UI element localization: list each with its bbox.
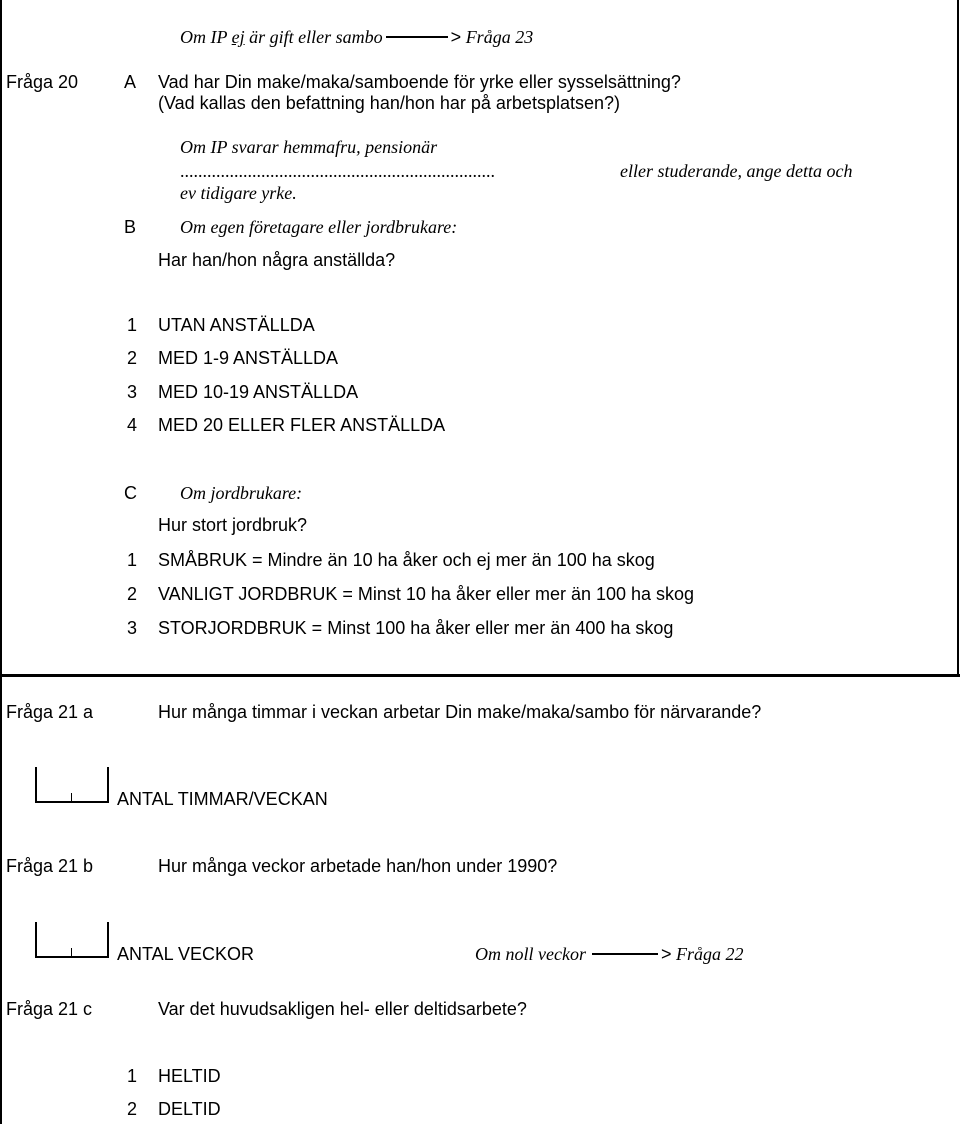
q21b-question: Hur många veckor arbetade han/hon under 1990? bbox=[158, 856, 558, 876]
subquestion-letter-b: B bbox=[124, 217, 137, 237]
q20c-option-text: SMÅBRUK = Mindre än 10 ha åker och ej mer än 100 ha skog bbox=[158, 550, 655, 570]
q20a-answer-dots[interactable]: ...................................................................... bbox=[180, 161, 495, 181]
q21c-question: Var det huvudsakligen hel- eller deltidsarbete? bbox=[158, 999, 527, 1019]
q20b-option-num[interactable]: 3 bbox=[127, 382, 138, 402]
q21c-option-text: HELTID bbox=[158, 1066, 221, 1086]
q21a-hours-input[interactable] bbox=[35, 767, 109, 803]
q20b-question: Har han/hon några anställda? bbox=[158, 250, 396, 270]
q20c-option-text: VANLIGT JORDBRUK = Minst 10 ha åker eller mer än 100 ha skog bbox=[158, 584, 695, 604]
subquestion-letter-a: A bbox=[124, 72, 137, 92]
q20b-instruction: Om egen företagare eller jordbrukare: bbox=[180, 217, 458, 237]
q21c-option-num[interactable]: 1 bbox=[127, 1066, 138, 1086]
frame-right-border bbox=[957, 0, 959, 676]
question-label-21b: Fråga 21 b bbox=[6, 856, 94, 876]
question-label-21c: Fråga 21 c bbox=[6, 999, 93, 1019]
q20c-option-num[interactable]: 1 bbox=[127, 550, 138, 570]
q20a-instruction-3: ev tidigare yrke. bbox=[180, 183, 297, 203]
q20b-option-num[interactable]: 2 bbox=[127, 348, 138, 368]
q20b-option-text: MED 20 ELLER FLER ANSTÄLLDA bbox=[158, 415, 446, 435]
frame-left-border bbox=[0, 0, 2, 1124]
section-divider bbox=[0, 674, 960, 677]
q20a-question-line1: Vad har Din make/maka/samboende för yrke eller sysselsättning? bbox=[158, 72, 681, 92]
question-label-20: Fråga 20 bbox=[6, 72, 79, 92]
skip-instruction-q22 bbox=[475, 945, 743, 963]
q21a-question: Hur många timmar i veckan arbetar Din make/maka/sambo för närvarande? bbox=[158, 702, 762, 722]
subquestion-letter-c: C bbox=[124, 483, 137, 503]
skip-target: Fråga 22 bbox=[671, 944, 744, 964]
q20c-option-num[interactable]: 2 bbox=[127, 584, 138, 604]
q20a-question-line2: (Vad kallas den befattning han/hon har på arbetsplatsen?) bbox=[158, 93, 620, 113]
q21b-unit-label: ANTAL VECKOR bbox=[117, 944, 255, 964]
question-label-21a: Fråga 21 a bbox=[6, 702, 94, 722]
q20c-instruction: Om jordbrukare: bbox=[180, 483, 303, 503]
skip-text: Om noll veckor bbox=[475, 944, 586, 964]
q21c-option-num[interactable]: 2 bbox=[127, 1099, 138, 1119]
q20b-option-text: MED 1-9 ANSTÄLLDA bbox=[158, 348, 339, 368]
arrow-line bbox=[386, 36, 448, 38]
skip-middle: är gift eller sambo bbox=[244, 27, 383, 47]
q20c-option-num[interactable]: 3 bbox=[127, 618, 138, 638]
skip-emphasis: ej bbox=[231, 27, 245, 47]
q21b-weeks-input[interactable] bbox=[35, 922, 109, 958]
q20b-option-text: UTAN ANSTÄLLDA bbox=[158, 315, 315, 335]
q20c-option-text: STORJORDBRUK = Minst 100 ha åker eller mer än 400 ha skog bbox=[158, 618, 674, 638]
arrow-head: > bbox=[660, 944, 672, 964]
q20b-option-text: MED 10-19 ANSTÄLLDA bbox=[158, 382, 359, 402]
skip-target: Fråga 23 bbox=[461, 27, 534, 47]
skip-prefix: Om IP bbox=[180, 27, 232, 47]
q20b-option-num[interactable]: 4 bbox=[127, 415, 138, 435]
q20c-question: Hur stort jordbruk? bbox=[158, 515, 308, 535]
arrow-head: > bbox=[450, 27, 462, 47]
q20a-instruction-2: eller studerande, ange detta och bbox=[620, 161, 853, 181]
skip-instruction-q23 bbox=[180, 28, 533, 46]
q20b-option-num[interactable]: 1 bbox=[127, 315, 138, 335]
q20a-instruction-1: Om IP svarar hemmafru, pensionär bbox=[180, 137, 438, 157]
q21c-option-text: DELTID bbox=[158, 1099, 221, 1119]
q21a-unit-label: ANTAL TIMMAR/VECKAN bbox=[117, 789, 328, 809]
arrow-line bbox=[592, 953, 658, 955]
